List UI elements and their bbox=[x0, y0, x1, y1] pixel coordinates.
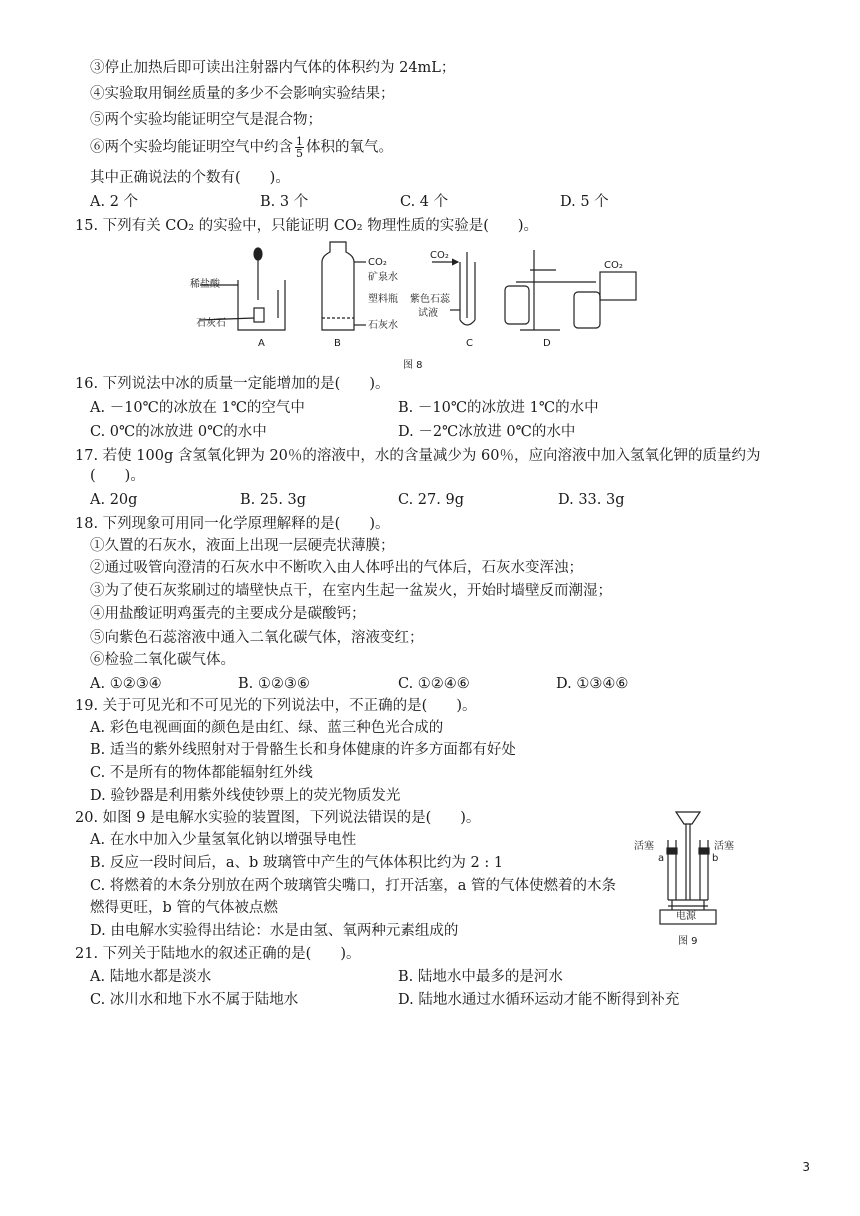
label-c-litmus-2: 试液 bbox=[418, 308, 438, 319]
q19-option-b: B. 适当的紫外线照射对于骨骼生长和身体健康的许多方面都有好处 bbox=[90, 742, 516, 758]
label-d-co2: CO₂ bbox=[604, 260, 623, 271]
q20-option-d: D. 由电解水实验得出结论：水是由氢、氧两种元素组成的 bbox=[90, 923, 459, 939]
q17-option-c: C. 27. 9g bbox=[398, 492, 464, 508]
q17-option-a: A. 20g bbox=[90, 492, 138, 508]
q18-item-1: ①久置的石灰水，液面上出现一层硬壳状薄膜； bbox=[90, 538, 395, 554]
q16-option-c: C. 0℃的冰放进 0℃的水中 bbox=[90, 424, 267, 440]
q17-stem: 17. 若使 100g 含氢氧化钾为 20％的溶液中，水的含量减少为 60％，应向溶液中加入氢氧化钾的质量约为 bbox=[75, 448, 761, 464]
q19-option-c: C. 不是所有的物体都能辐射红外线 bbox=[90, 765, 313, 781]
q20-option-c-cont: 燃得更旺，b 管的气体被点燃 bbox=[90, 900, 278, 916]
fig-letter-d: D bbox=[543, 338, 551, 349]
q14-ask: 其中正确说法的个数有( )。 bbox=[90, 170, 290, 186]
label-b-bottle-1: 矿泉水 bbox=[368, 272, 398, 283]
q16-stem: 16. 下列说法中冰的质量一定能增加的是( )。 bbox=[75, 376, 390, 392]
label-valve-left: 活塞 bbox=[634, 841, 654, 852]
q16-option-b: B. －10℃的冰放进 1℃的水中 bbox=[398, 400, 599, 416]
q18-item-2: ②通过吸管向澄清的石灰水中不断吹入由人体呼出的气体后，石灰水变浑浊； bbox=[90, 560, 583, 576]
label-power: 电源 bbox=[676, 911, 696, 922]
q17-option-b: B. 25. 3g bbox=[240, 492, 307, 508]
q21-option-d: D. 陆地水通过水循环运动才能不断得到补充 bbox=[398, 992, 680, 1008]
q20-stem: 20. 如图 9 是电解水实验的装置图，下列说法错误的是( )。 bbox=[75, 810, 481, 826]
q21-option-a: A. 陆地水都是淡水 bbox=[90, 969, 212, 985]
label-c-co2: CO₂ bbox=[430, 250, 449, 261]
q18-option-c: C. ①②④⑥ bbox=[398, 676, 470, 692]
q14-option-c: C. 4 个 bbox=[400, 194, 449, 210]
label-b-bottle-2: 塑料瓶 bbox=[368, 294, 398, 305]
q14-statement-4: ④实验取用铜丝质量的多少不会影响实验结果； bbox=[90, 86, 395, 102]
q17-option-d: D. 33. 3g bbox=[558, 492, 625, 508]
q18-stem: 18. 下列现象可用同一化学原理解释的是( )。 bbox=[75, 516, 390, 532]
q20-option-c: C. 将燃着的木条分别放在两个玻璃管尖嘴口，打开活塞，a 管的气体使燃着的木条 bbox=[90, 878, 617, 894]
label-limestone: 石灰石 bbox=[196, 318, 226, 329]
q14-statement-5: ⑤两个实验均能证明空气是混合物； bbox=[90, 112, 322, 128]
label-b-limewater: 石灰水 bbox=[368, 320, 398, 331]
q18-item-4: ④用盐酸证明鸡蛋壳的主要成分是碳酸钙； bbox=[90, 606, 366, 622]
label-tube-a: a bbox=[658, 853, 665, 864]
label-b-co2: CO₂ bbox=[368, 257, 387, 268]
q14-s6-pre: ⑥两个实验均能证明空气中约含 bbox=[90, 139, 293, 156]
fraction-denominator: 5 bbox=[296, 147, 303, 160]
q17-stem-2: ( )。 bbox=[90, 468, 145, 484]
label-c-litmus-1: 紫色石蕊 bbox=[410, 294, 450, 305]
q16-option-d: D. －2℃冰放进 0℃的水中 bbox=[398, 424, 576, 440]
q15-stem: 15. 下列有关 CO₂ 的实验中，只能证明 CO₂ 物理性质的实验是( )。 bbox=[75, 218, 539, 234]
q19-stem: 19. 关于可见光和不可见光的下列说法中，不正确的是( )。 bbox=[75, 698, 477, 714]
fig-letter-b: B bbox=[334, 338, 341, 349]
q18-item-6: ⑥检验二氧化碳气体。 bbox=[90, 652, 235, 668]
label-tube-b: b bbox=[712, 853, 719, 864]
fig-letter-c: C bbox=[466, 338, 473, 349]
q18-option-b: B. ①②③⑥ bbox=[238, 676, 310, 692]
q18-item-3: ③为了使石灰浆刷过的墙壁快点干，在室内生起一盆炭火，开始时墙壁反而潮湿； bbox=[90, 583, 612, 599]
q21-stem: 21. 下列关于陆地水的叙述正确的是( )。 bbox=[75, 946, 361, 962]
q19-option-a: A. 彩色电视画面的颜色是由红、绿、蓝三种色光合成的 bbox=[90, 720, 444, 736]
funnel bbox=[676, 812, 700, 824]
page-number: 3 bbox=[802, 1160, 810, 1174]
q19-option-d: D. 验钞器是利用紫外线使钞票上的荧光物质发光 bbox=[90, 788, 401, 804]
label-dilute-hcl: 稀盐酸 bbox=[190, 279, 220, 290]
q21-option-c: C. 冰川水和地下水不属于陆地水 bbox=[90, 992, 299, 1008]
q14-option-a: A. 2 个 bbox=[90, 194, 139, 210]
q14-option-b: B. 3 个 bbox=[260, 194, 309, 210]
q16-option-a: A. －10℃的冰放在 1℃的空气中 bbox=[90, 400, 305, 416]
fig-letter-a: A bbox=[258, 338, 265, 349]
figure-8-caption: 图 8 bbox=[403, 360, 423, 371]
q20-option-a: A. 在水中加入少量氢氧化钠以增强导电性 bbox=[90, 832, 357, 848]
q18-item-5: ⑤向紫色石蕊溶液中通入二氧化碳气体，溶液变红； bbox=[90, 630, 424, 646]
q21-option-b: B. 陆地水中最多的是河水 bbox=[398, 969, 563, 985]
figure-9-caption: 图 9 bbox=[678, 936, 698, 947]
fraction-numerator: 1 bbox=[296, 135, 303, 148]
q14-statement-3: ③停止加热后即可读出注射器内气体的体积约为 24mL； bbox=[90, 60, 456, 76]
q18-option-d: D. ①③④⑥ bbox=[556, 676, 629, 692]
q14-s6-post: 体积的氧气。 bbox=[306, 139, 393, 156]
q14-option-d: D. 5 个 bbox=[560, 194, 609, 210]
q20-option-b: B. 反应一段时间后，a、b 玻璃管中产生的气体体积比约为 2 : 1 bbox=[90, 855, 504, 871]
label-valve-right: 活塞 bbox=[714, 841, 734, 852]
q18-option-a: A. ①②③④ bbox=[90, 676, 162, 692]
